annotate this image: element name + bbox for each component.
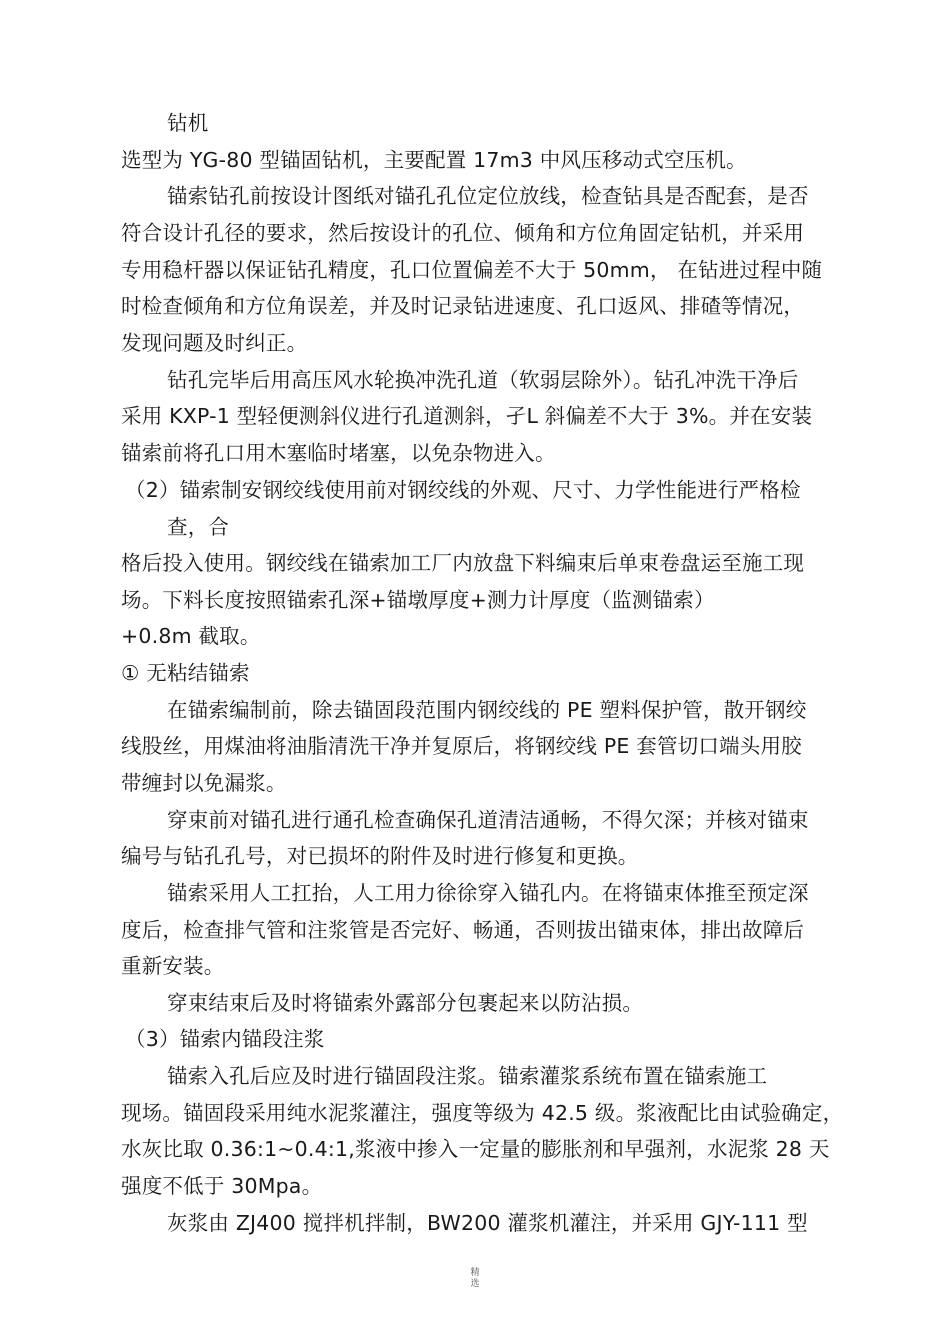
text-line: 现场。锚固段采用纯水泥浆灌注，强度等级为 42.5 级。浆液配比由试验确定， [121, 1101, 844, 1125]
text-line: 穿束前对锚孔进行通孔检查确保孔道清洁通畅，不得欠深；并核对锚束 [167, 808, 809, 832]
text-line: 穿束结束后及时将锚索外露部分包裹起来以防沾损。 [167, 991, 644, 1015]
section-heading: ① 无粘结锚索 [121, 661, 250, 685]
text-line: 符合设计孔径的要求，然后按设计的孔位、倾角和方位角固定钻机，并采用 [121, 221, 805, 245]
section-heading: （2）锚索制安钢绞线使用前对钢绞线的外观、尺寸、力学性能进行严格检 [125, 478, 801, 502]
text-line: 钻孔完毕后用高压风水轮换冲洗孔道（软弱层除外）。钻孔冲洗干净后 [167, 368, 799, 392]
text-line: 锚索钻孔前按设计图纸对锚孔孔位定位放线，检查钻具是否配套，是否 [167, 184, 809, 208]
text-line: 发现问题及时纠正。 [121, 331, 308, 355]
page-footer [0, 1268, 950, 1290]
text-line: 专用稳杆器以保证钻孔精度，孔口位置偏差不大于 50mm， 在钻进过程中随 [121, 258, 823, 282]
text-line: 锚索采用人工扛抬，人工用力徐徐穿入锚孔内。在将锚束体推至预定深 [167, 881, 809, 905]
text-line: 时检查倾角和方位角误差，并及时记录钻进速度、孔口返风、排碴等情况， [121, 294, 805, 318]
section-heading: （3）锚索内锚段注浆 [125, 1027, 325, 1051]
text-line: 度后，检查排气管和注浆管是否完好、畅通，否则拔出锚束体，排出故障后 [121, 918, 805, 942]
text-line: 钻机 [167, 111, 209, 135]
text-line: 在锚索编制前，除去锚固段范围内钢绞线的 PE 塑料保护管，散开钢绞 [167, 698, 807, 722]
text-line: 格后投入使用。钢绞线在锚索加工厂内放盘下料编束后单束卷盘运至施工现 [121, 551, 805, 575]
footer-char: 精 [470, 1268, 480, 1278]
text-line: 带缠封以免漏浆。 [121, 771, 287, 795]
text-line: 编号与钻孔孔号，对已损坏的附件及时进行修复和更换。 [121, 844, 639, 868]
text-line: 强度不低于 30Mpa。 [121, 1174, 323, 1198]
text-line: 采用 KXP-1 型轻便测斜仪进行孔道测斜，孑L 斜偏差不大于 3%。并在安装 [121, 404, 813, 428]
footer-char: 选 [470, 1279, 480, 1289]
text-line: 场。下料长度按照锚索孔深+锚墩厚度+测力计厚度（监测锚索） [121, 588, 715, 612]
text-line: 灰浆由 ZJ400 搅拌机拌制，BW200 灌浆机灌注，并采用 GJY-111 型 [167, 1211, 808, 1235]
text-line: 水灰比取 0.36:1~0.4:1,浆液中掺入一定量的膨胀剂和早强剂，水泥浆 28 天 [121, 1137, 830, 1161]
text-line: 锚索入孔后应及时进行锚固段注浆。锚索灌浆系统布置在锚索施工 [167, 1064, 768, 1088]
text-line: 线股丝，用煤油将油脂清洗干净并复原后，将钢绞线 PE 套管切口端头用胶 [121, 734, 802, 758]
text-line: 查，合 [167, 515, 230, 539]
text-line: +0.8m 截取。 [121, 624, 261, 648]
text-line: 锚索前将孔口用木塞临时堵塞，以免杂物进入。 [121, 441, 556, 465]
text-line: 选型为 YG-80 型锚固钻机，主要配置 17m3 中风压移动式空压机。 [121, 148, 747, 172]
text-line: 重新安装。 [121, 954, 225, 978]
